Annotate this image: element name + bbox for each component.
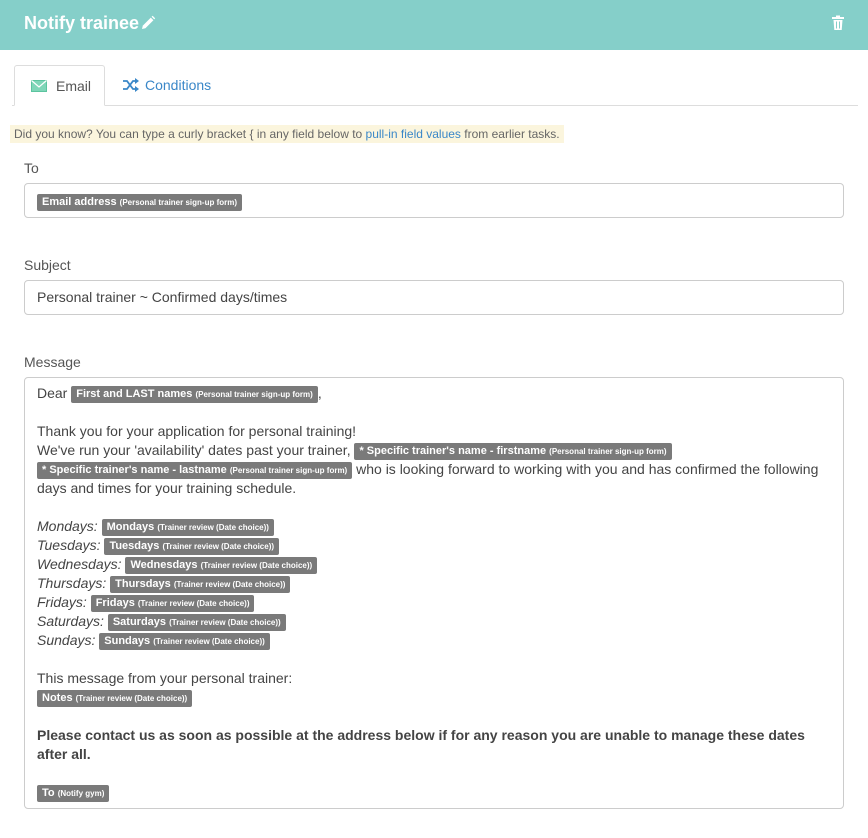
confirmation-line: who is looking forward to working with you and has confirmed the following days and times for your training schedule.: [37, 461, 819, 496]
availability-line: We've run your 'availability' dates past your trainer,: [37, 442, 351, 458]
tag-name: Fridays: [95, 597, 135, 609]
subject-field[interactable]: [24, 280, 844, 315]
sundays-label: Sundays:: [37, 632, 96, 648]
greeting-comma: ,: [317, 385, 322, 401]
tag-name: Saturdays: [112, 616, 167, 628]
subject-value: Personal trainer ~ Confirmed days/times: [37, 289, 288, 305]
tuesdays-tag[interactable]: [104, 538, 279, 555]
saturdays-tag[interactable]: [108, 614, 286, 631]
trainer-message-line: This message from your personal trainer:: [37, 670, 293, 686]
task-title[interactable]: Notify trainee: [24, 13, 140, 33]
tag-name: Mondays: [106, 521, 155, 533]
tuesdays-label: Tuesdays:: [37, 537, 101, 553]
tag-name: To: [42, 787, 55, 799]
envelope-icon: [31, 79, 47, 93]
tab-email[interactable]: [14, 65, 105, 106]
shuffle-icon: [123, 78, 139, 92]
tag-source: (Trainer review (Date choice)): [162, 542, 275, 551]
thursdays-label: Thursdays:: [37, 575, 107, 591]
to-notify-gym-tag[interactable]: [37, 785, 109, 802]
trash-icon[interactable]: [831, 15, 845, 31]
tag-source: (Trainer review (Date choice)): [153, 637, 265, 646]
tab-conditions-label: Conditions: [145, 77, 212, 93]
tag-source: (Trainer review (Date choice)): [200, 561, 313, 570]
hint-text-after: from earlier tasks.: [460, 127, 560, 141]
tag-source: (Notify gym): [57, 789, 105, 798]
tag-name: Tuesdays: [109, 540, 160, 552]
mondays-tag[interactable]: [102, 519, 274, 536]
to-label: To: [24, 160, 39, 176]
tag-name: * Specific trainer's name - lastname: [42, 464, 227, 476]
tag-source: (Trainer review (Date choice)): [173, 580, 286, 589]
hint-banner: [10, 125, 564, 143]
pencil-icon[interactable]: [140, 15, 156, 31]
tab-email-label: Email: [56, 78, 92, 94]
tag-source: (Trainer review (Date choice)): [169, 618, 281, 627]
trainer-firstname-tag[interactable]: [354, 443, 671, 460]
to-field[interactable]: [24, 183, 844, 218]
tag-source: (Personal trainer sign-up form): [549, 447, 667, 456]
trainer-lastname-tag[interactable]: [37, 462, 352, 479]
thank-you-line: Thank you for your application for personal training!: [37, 423, 357, 439]
greeting-text: Dear: [37, 385, 68, 401]
tag-name: * Specific trainer's name - firstname: [359, 445, 547, 457]
tag-name: Email address: [42, 196, 117, 208]
fridays-tag[interactable]: [91, 595, 255, 612]
saturdays-label: Saturdays:: [37, 613, 104, 629]
tag-name: Thursdays: [115, 578, 171, 590]
tab-bar: [12, 65, 858, 106]
fridays-label: Fridays:: [37, 594, 87, 610]
tag-name: First and LAST names: [76, 388, 193, 400]
tag-source: (Personal trainer sign-up form): [119, 198, 238, 207]
notes-tag[interactable]: [37, 690, 192, 707]
tag-source: (Trainer review (Date choice)): [75, 694, 188, 703]
contact-line: Please contact us as soon as possible at the address below if for any reason you are unable to manage these dates after all.: [37, 727, 805, 762]
thursdays-tag[interactable]: [110, 576, 290, 593]
message-field[interactable]: [24, 377, 844, 809]
first-last-names-tag[interactable]: [71, 386, 318, 403]
tag-source: (Personal trainer sign-up form): [195, 390, 313, 399]
task-header: [0, 0, 868, 50]
wednesdays-label: Wednesdays:: [37, 556, 122, 572]
mondays-label: Mondays:: [37, 518, 98, 534]
message-body: [37, 384, 833, 802]
tag-name: Sundays: [104, 635, 151, 647]
tag-source: (Trainer review (Date choice)): [157, 523, 269, 532]
email-address-tag[interactable]: [37, 193, 242, 211]
pull-in-field-values-link[interactable]: pull-in field values: [365, 127, 461, 141]
tag-source: (Trainer review (Date choice)): [137, 599, 250, 608]
subject-label: Subject: [24, 257, 71, 273]
sundays-tag[interactable]: [99, 633, 270, 650]
tag-name: Wednesdays: [130, 559, 198, 571]
tag-source: (Personal trainer sign-up form): [229, 466, 348, 475]
wednesdays-tag[interactable]: [125, 557, 317, 574]
hint-text-before: Did you know? You can type a curly bracket { in any field below to: [14, 127, 366, 141]
tag-name: Notes: [42, 692, 73, 704]
tab-conditions[interactable]: [121, 65, 241, 106]
message-label: Message: [24, 354, 81, 370]
